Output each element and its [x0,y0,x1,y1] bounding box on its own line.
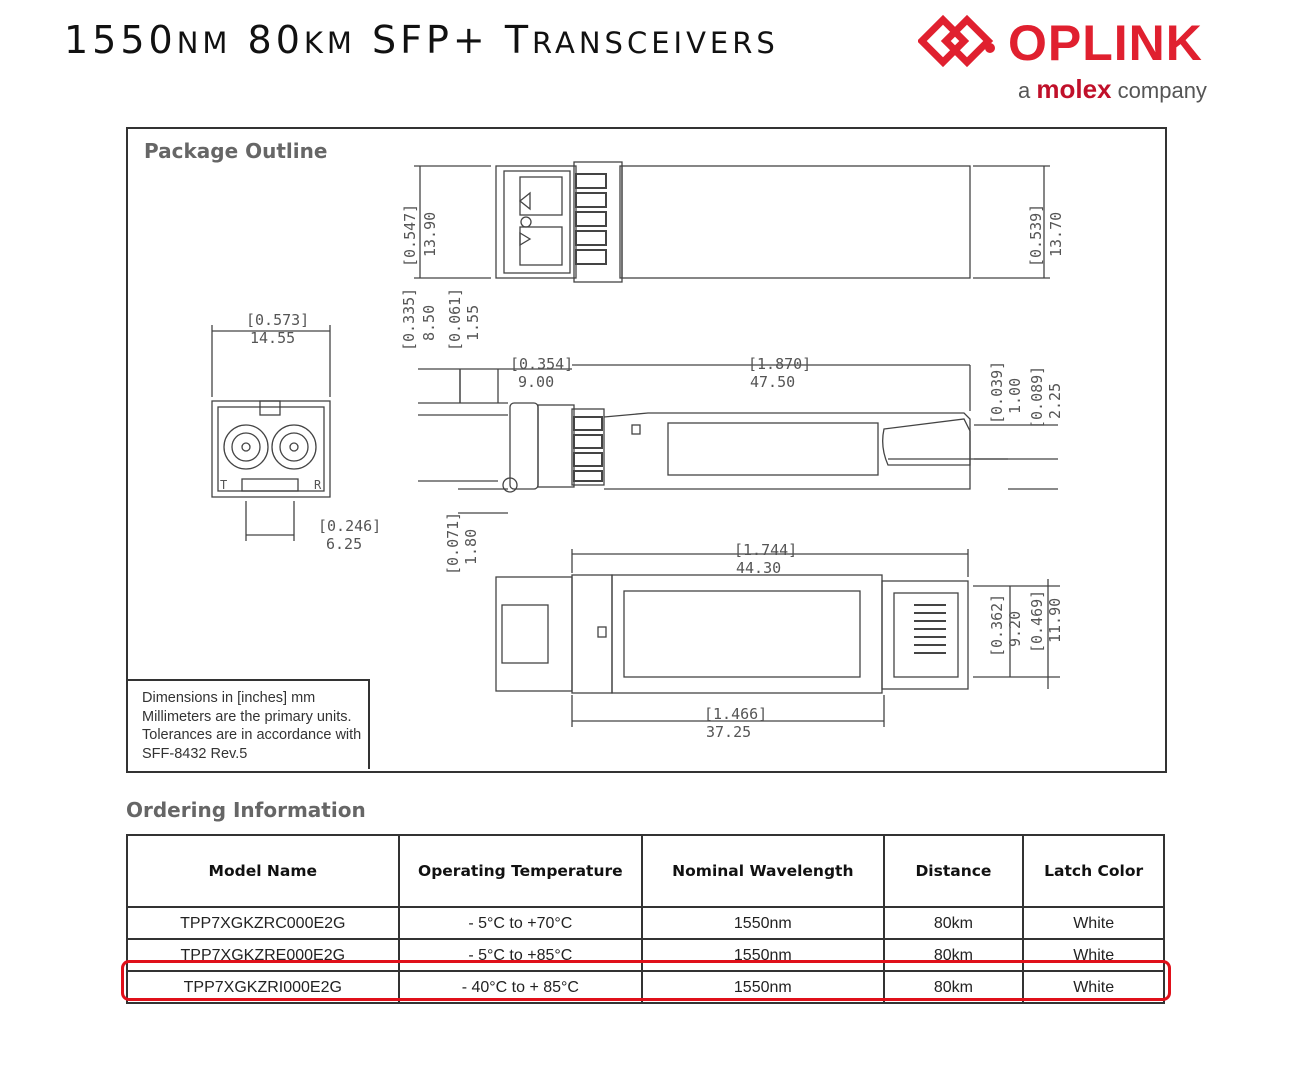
dim-label: [0.547] [401,203,419,267]
dim-label: [0.469] [1028,589,1046,653]
cell-latch-color: White [1023,939,1164,971]
dim-label: 13.70 [1047,211,1065,257]
dim-label: 9.20 [1006,610,1024,647]
cell-distance: 80km [884,971,1024,1003]
cell-temperature: - 40°C to + 85°C [399,971,643,1003]
cell-latch-color: White [1023,907,1164,939]
note-line: Tolerances are in accordance with [142,727,362,743]
note-line: Dimensions in [inches] mm [142,690,316,706]
dim-label: [0.061] [446,287,464,351]
dim-label: 2.25 [1046,382,1064,419]
logo-suffix: company [1117,78,1207,103]
dim-label: [0.071] [444,511,462,575]
port-label-r: R [314,478,322,492]
package-outline-title: Package Outline [144,139,328,163]
dim-label: 1.80 [462,528,480,565]
table-header-row [127,835,1164,907]
dim-label: 13.90 [421,211,439,257]
cell-temperature: - 5°C to +70°C [399,907,643,939]
package-outline-panel [126,127,1167,773]
top-view-drawing [414,162,1050,282]
dim-label: [0.573] [246,311,310,329]
logo-brand: molex [1036,74,1112,104]
cell-distance: 80km [884,907,1024,939]
logo-prefix: a [1018,78,1031,103]
dim-label: [0.354] [510,355,574,373]
dim-label: [1.870] [748,355,812,373]
cell-wavelength: 1550nm [642,971,883,1003]
dim-label: 11.90 [1046,597,1064,643]
table-row [127,907,1164,939]
dim-label: [0.335] [400,287,418,351]
port-label-t: T [220,478,228,492]
column-header: Distance [884,835,1024,907]
dim-label: [1.466] [704,705,768,723]
title-part: 1550 [64,18,177,62]
row-highlight-box [121,960,1171,1001]
dim-label: [0.362] [988,593,1006,657]
title-part: NM [176,26,232,60]
cell-wavelength: 1550nm [642,939,883,971]
title-part: 80 [231,18,304,62]
cell-model: TPP7XGKZRC000E2G [127,907,399,939]
oplink-mark-icon [918,12,1008,82]
dim-label: [0.246] [318,517,382,535]
dim-label: 1.55 [464,304,482,341]
dim-label: 8.50 [420,304,438,341]
dim-label: 1.00 [1006,377,1024,414]
dim-label: 47.50 [750,373,796,391]
cell-model: TPP7XGKZRE000E2G [127,939,399,971]
ordering-title: Ordering Information [126,798,366,822]
cell-wavelength: 1550nm [642,907,883,939]
cell-temperature: - 5°C to +85°C [399,939,643,971]
side-view-drawing [418,365,1058,513]
cell-model: TPP7XGKZRI000E2G [127,971,399,1003]
oplink-logo [918,10,1228,110]
front-view-drawing [212,325,330,541]
cell-latch-color: White [1023,971,1164,1003]
cell-distance: 80km [884,939,1024,971]
column-header: Latch Color [1023,835,1164,907]
column-header: Operating Temperature [399,835,643,907]
column-header: Model Name [127,835,399,907]
title-part: RANSCEIVERS [532,26,779,60]
dim-label: 6.25 [326,535,363,553]
note-line: SFF-8432 Rev.5 [142,745,248,762]
dim-label: [0.539] [1027,203,1045,267]
dimension-note [128,679,370,769]
note-line: Millimeters are the primary units. [142,708,352,725]
dim-label: 44.30 [736,559,782,577]
logo-wordmark: OPLINK [1008,15,1203,71]
dim-label: 14.55 [250,329,296,347]
page-title [64,18,779,62]
logo-tagline [1018,74,1207,105]
dim-label: 9.00 [518,373,555,391]
dim-label: [0.039] [988,360,1006,424]
title-part: SFP+ T [355,18,533,62]
dim-label: 37.25 [706,723,752,741]
dim-label: [0.089] [1028,365,1046,429]
dim-label: [1.744] [734,541,798,559]
column-header: Nominal Wavelength [642,835,883,907]
mechanical-drawing [128,129,1165,771]
title-part: KM [303,26,356,60]
